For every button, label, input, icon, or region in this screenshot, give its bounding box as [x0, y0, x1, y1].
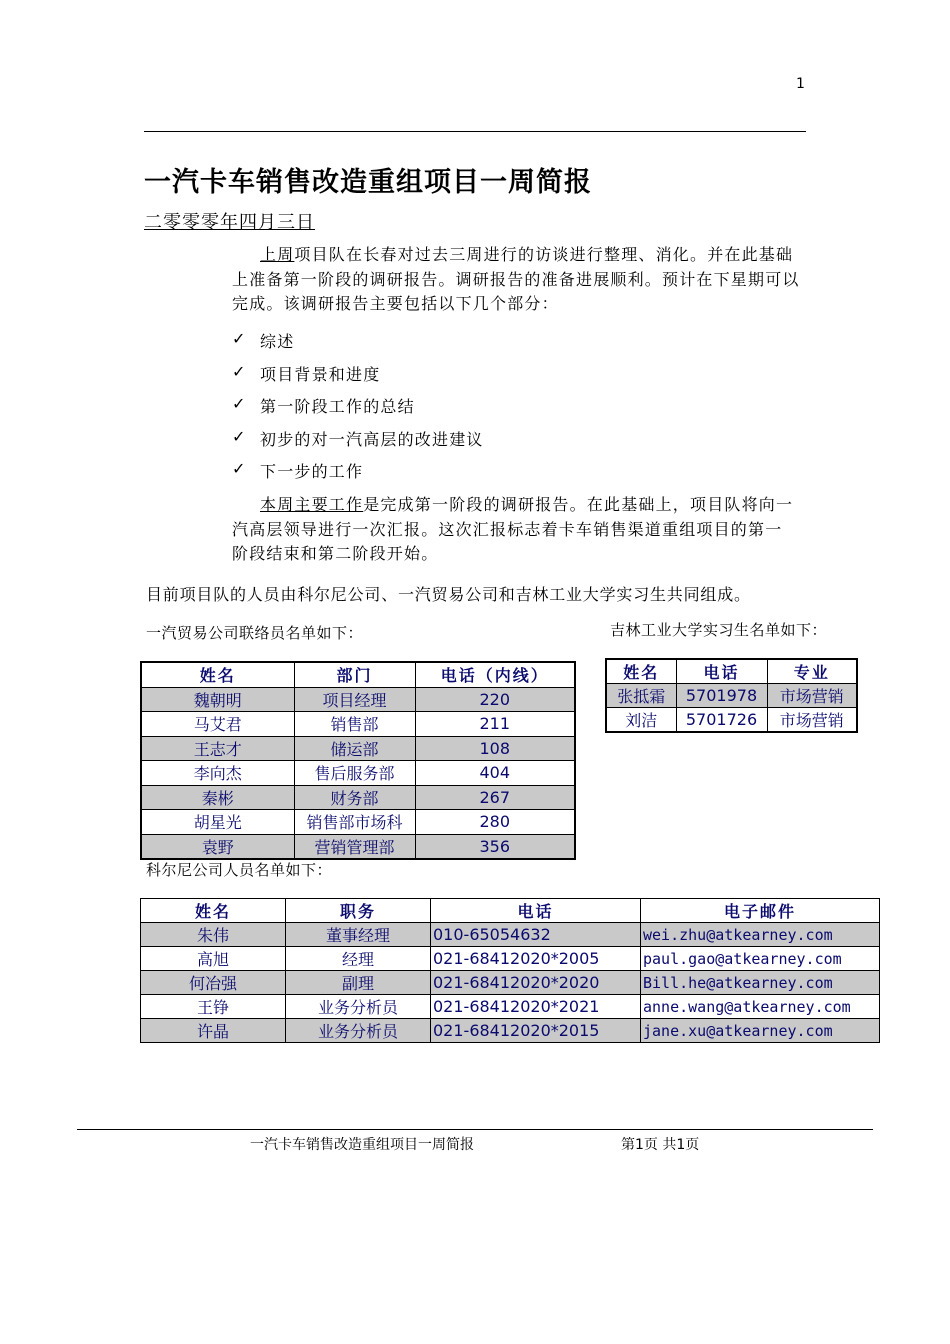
report-sections-list [232, 329, 484, 492]
table-row: 张抵霜 5701978 市场营销 [606, 684, 857, 708]
check-icon: ✓ [232, 394, 247, 413]
email-cell: Bill.he@atkearney.com [641, 971, 880, 995]
paragraph-text: 项目队在长春对过去三周进行的访谈进行整理、消化。并在此基础上准备第一阶段的调研报告。调研报告的准备进展顺利。预计在下星期可以完成。该调研报告主要包括以下几个部分： [232, 245, 800, 313]
list-item: ✓ 项目背景和进度 [232, 361, 381, 384]
check-icon: ✓ [232, 459, 247, 478]
check-icon: ✓ [232, 361, 247, 381]
check-icon: ✓ [232, 329, 247, 348]
column-header: 姓名 [141, 662, 294, 687]
table-row: 李向杰 售后服务部 404 [141, 761, 575, 786]
footer-page-count: 第1页 共1页 [621, 1137, 700, 1153]
table-row: 高旭 经理 021-68412020*2005 paul.gao@atkearney.com [141, 947, 880, 971]
footer-title: 一汽卡车销售改造重组项目一周简报 [250, 1137, 474, 1153]
table-row: 胡星光 销售部市场科 280 [141, 810, 575, 835]
column-header: 电话 [431, 899, 641, 923]
header-rule [144, 131, 806, 132]
table-row: 许晶 业务分析员 021-68412020*2015 jane.xu@atkearney.com [141, 1019, 880, 1043]
footer-rule [77, 1129, 873, 1130]
table-row: 何冶强 副理 021-68412020*2020 Bill.he@atkearney.com [141, 971, 880, 995]
paragraph-lead: 本周主要工作 [260, 495, 364, 514]
column-header: 专业 [767, 659, 857, 684]
column-header: 姓名 [606, 659, 676, 684]
email-cell: anne.wang@atkearney.com [641, 995, 880, 1019]
table-row: 马艾君 销售部 211 [141, 712, 575, 737]
table-header-row [606, 659, 857, 684]
team-composition: 目前项目队的人员由科尔尼公司、一汽贸易公司和吉林工业大学实习生共同组成。 [146, 585, 751, 604]
email-cell: paul.gao@atkearney.com [641, 947, 880, 971]
list-item: ✓ 综述 [232, 329, 295, 351]
kearney-staff-table [140, 898, 880, 1043]
table-row: 秦彬 财务部 267 [141, 785, 575, 810]
paragraph-lead: 上周 [260, 245, 295, 264]
table-row: 魏朝明 项目经理 220 [141, 687, 575, 712]
table-header-row [141, 662, 575, 687]
column-header: 部门 [294, 662, 415, 687]
email-cell: wei.zhu@atkearney.com [641, 923, 880, 947]
column-header: 姓名 [141, 899, 286, 923]
table-header-row [141, 899, 880, 923]
paragraph-last-week [232, 243, 807, 317]
kearney-staff-caption: 科尔尼公司人员名单如下： [146, 861, 333, 879]
document-date: 二零零零年四月三日 [144, 212, 315, 233]
paragraph-text: 是完成第一阶段的调研报告。在此基础上，项目队将向一汽高层领导进行一次汇报。这次汇报标志着卡车销售渠道重组项目的第一阶段结束和第二阶段开始。 [232, 495, 794, 563]
table-row: 王铮 业务分析员 021-68412020*2021 anne.wang@atkearney.com [141, 995, 880, 1019]
list-item: ✓ 第一阶段工作的总结 [232, 394, 415, 416]
column-header: 职务 [286, 899, 431, 923]
column-header: 电子邮件 [641, 899, 880, 923]
table-row: 袁野 营销管理部 356 [141, 834, 575, 859]
document-title: 一汽卡车销售改造重组项目一周简报 [144, 167, 592, 198]
faw-contacts-caption: 一汽贸易公司联络员名单如下： [146, 624, 364, 642]
column-header: 电话（内线） [415, 662, 575, 687]
email-cell: jane.xu@atkearney.com [641, 1019, 880, 1043]
column-header: 电话 [676, 659, 767, 684]
interns-table [605, 658, 858, 733]
list-item: ✓ 下一步的工作 [232, 459, 364, 481]
table-row: 王志才 储运部 108 [141, 736, 575, 761]
list-item: ✓ 初步的对一汽高层的改进建议 [232, 426, 484, 449]
table-row: 朱伟 董事经理 010-65054632 wei.zhu@atkearney.com [141, 923, 880, 947]
interns-caption: 吉林工业大学实习生名单如下： [610, 621, 828, 639]
check-icon: ✓ [232, 426, 247, 446]
page-number: 1 [796, 76, 805, 92]
faw-contacts-table [140, 661, 576, 860]
paragraph-this-week [232, 493, 797, 567]
table-row: 刘洁 5701726 市场营销 [606, 708, 857, 733]
